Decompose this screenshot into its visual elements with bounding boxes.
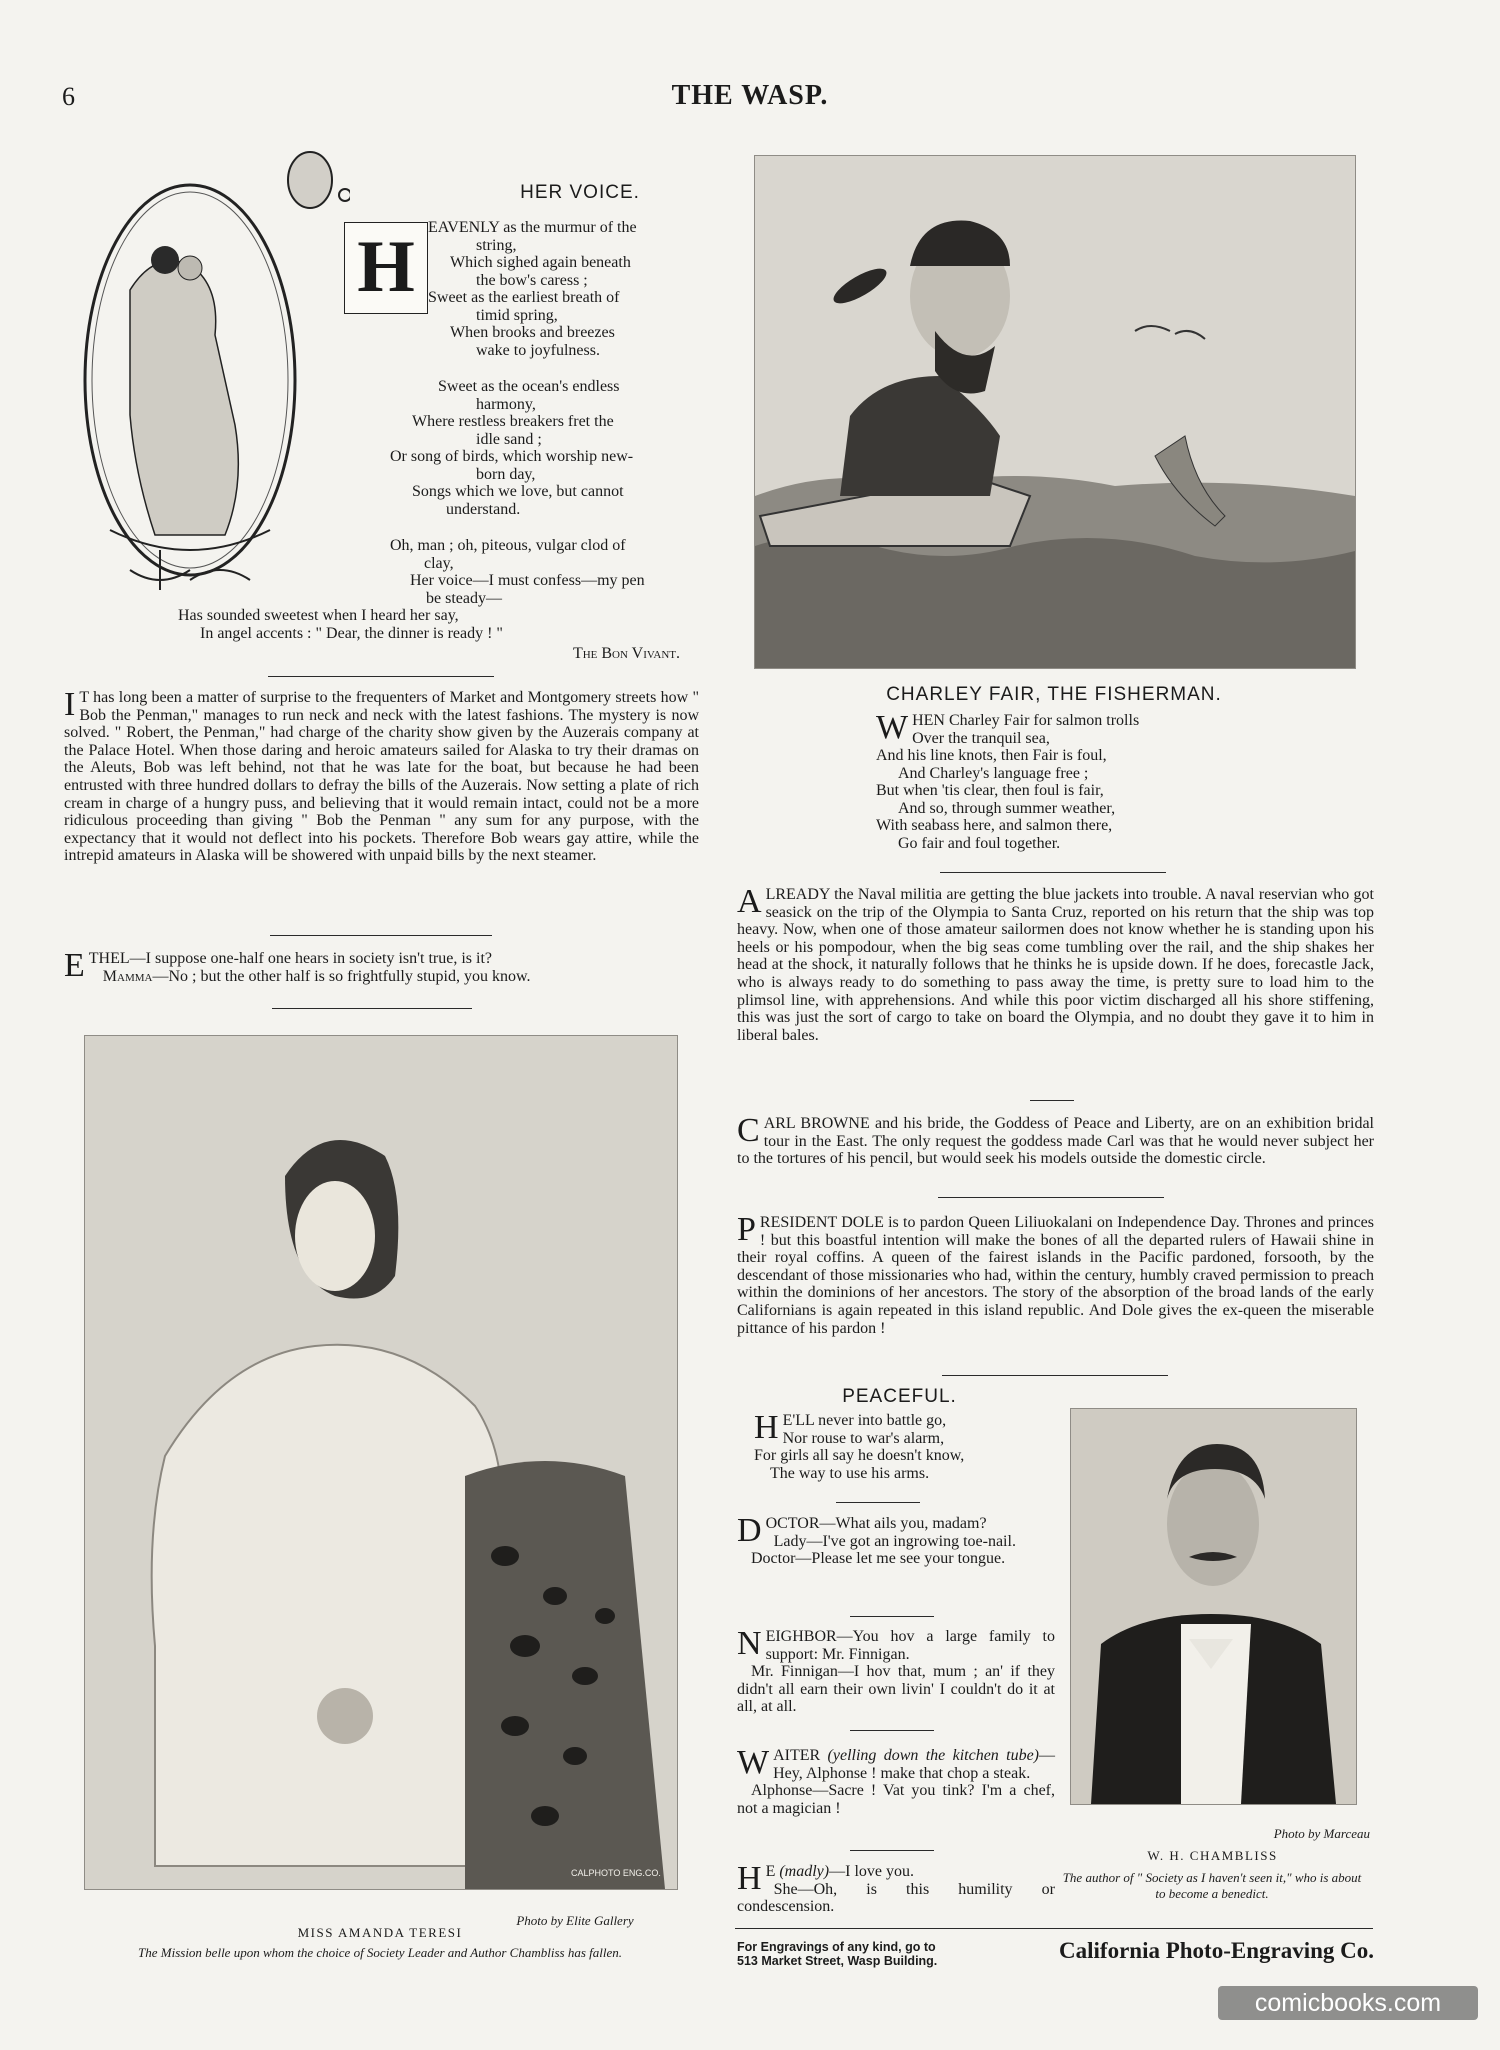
verse-line: And so, through summer weather,	[898, 799, 1116, 817]
verse-line: Where restless breakers fret the	[412, 413, 614, 430]
her-voice-drop-cap: H	[357, 226, 415, 308]
neighbor-line-1: EIGHBOR—You hov a large family to support: Mr. Finnigan.	[765, 1628, 1055, 1663]
waiter-line-2: Alphonse—Sacre ! Vat you tink? I'm a chef, not a magician !	[737, 1782, 1055, 1817]
verse-line: E'LL never into battle go,	[782, 1412, 947, 1429]
drop-cap: I	[64, 686, 76, 723]
doctor-line-1: OCTOR—What ails you, madam?	[765, 1515, 987, 1532]
ad-line-1: For Engravings of any kind, go to	[737, 1940, 936, 1954]
charley-title: CHARLEY FAIR, THE FISHERMAN.	[886, 684, 1222, 705]
waiter-joke	[737, 1744, 1055, 1817]
verse-line: But when 'tis clear, then foul is fair,	[876, 782, 1104, 799]
her-voice-signature: The Bon Vivant.	[572, 645, 680, 662]
ethel-line-1: THEL—I suppose one-half one hears in society isn't true, is it?	[88, 950, 493, 967]
verse-line: And Charley's language free ;	[898, 764, 1089, 782]
ad-line-2: 513 Market Street, Wasp Building.	[737, 1954, 938, 1968]
divider	[836, 1502, 920, 1503]
verse-line: With seabass here, and salmon there,	[876, 817, 1113, 834]
masthead: THE WASP.	[671, 80, 829, 111]
chambliss-photo-credit: Photo by Marceau	[1273, 1826, 1370, 1841]
teresi-photo-credit: Photo by Elite Gallery	[516, 1913, 634, 1928]
divider	[850, 1616, 934, 1617]
verse-line: Which sighed again beneath	[450, 254, 631, 271]
ethel-line-2: —No ; but the other half is so frightfully stupid, you know.	[152, 967, 531, 985]
verse-line: Over the tranquil sea,	[912, 729, 1050, 747]
ethel-joke	[64, 947, 699, 985]
chambliss-name: W. H. CHAMBLISS	[1147, 1848, 1278, 1863]
he-line-2: She—Oh, is this humility or condescension.	[737, 1880, 1055, 1916]
divider	[942, 1375, 1168, 1376]
teresi-photo	[84, 1035, 678, 1890]
charley-fair-cartoon	[754, 155, 1356, 669]
divider	[268, 676, 494, 677]
verse-line: born day,	[476, 465, 536, 483]
verse-line: Songs which we love, but cannot	[412, 483, 624, 500]
verse-line: Nor rouse to war's alarm,	[782, 1429, 945, 1447]
verse-line: When brooks and breezes	[450, 324, 615, 341]
ad-left-text	[737, 1940, 1027, 1968]
teresi-caption: The Mission belle upon whom the choice of Society Leader and Author Chambliss has fallen.	[138, 1945, 622, 1960]
watermark: comicbooks.com	[1218, 1986, 1478, 2020]
verse-line: Sweet as the ocean's endless	[438, 378, 620, 395]
charley-poem	[876, 709, 1246, 852]
divider	[850, 1730, 934, 1731]
her-voice-stanza-3	[178, 537, 700, 642]
drop-cap: A	[737, 883, 762, 920]
browne-text: ARL BROWNE and his bride, the Goddess of Peace and Liberty, are on an exhibition bridal tour in the East. The only request the goddess made Carl was that he would never subject her to the tortures of his pencil, but would seek his models outside the domestic circle.	[737, 1115, 1374, 1168]
verse-line: For girls all say he doesn't know,	[754, 1447, 965, 1464]
militia-paragraph	[737, 883, 1374, 1044]
dole-text: RESIDENT DOLE is to pardon Queen Liliuokalani on Independence Day. Thrones and princes ! but this boastful intention will make the bones of all the departed rulers of Hawaii shine in their royal coffins. A queen of the fairest islands in the Pacific pardoned, forsooth, by the descendant of those missionaries who had, within the century, humbly craved permission to preach within the dominions of her ancestors. The story of the absorption of the broad lands of the early Californians is again repeated in this island republic. And Dole gives the ex-queen the miserable pittance of his pardon !	[737, 1214, 1374, 1337]
verse-line: Has sounded sweetest when I heard her say,	[178, 607, 459, 624]
drop-cap: W	[876, 709, 909, 746]
neighbor-joke	[737, 1625, 1055, 1716]
waiter-line-1a: AITER	[773, 1747, 828, 1764]
her-voice-stanza-2	[390, 378, 700, 518]
verse-line: harmony,	[476, 395, 536, 413]
verse-line: Her voice—I must confess—my pen	[410, 572, 645, 589]
divider	[940, 872, 1166, 873]
verse-line: the bow's caress ;	[476, 271, 588, 289]
verse-line: Sweet as the earliest breath of	[428, 289, 620, 306]
he-line-1c: —I love you.	[829, 1863, 914, 1880]
drop-cap: E	[64, 947, 85, 984]
peaceful-title: PEACEFUL.	[842, 1386, 957, 1407]
verse-line: be steady—	[426, 589, 502, 607]
verse-line: The way to use his arms.	[770, 1464, 930, 1482]
verse-line: HEN Charley Fair for salmon trolls	[912, 712, 1140, 729]
verse-line: Or song of birds, which worship new-	[390, 448, 634, 465]
verse-line: string,	[476, 236, 517, 254]
drop-cap: H	[754, 1409, 779, 1446]
drop-cap: W	[737, 1744, 770, 1781]
verse-line: Go fair and foul together.	[898, 834, 1061, 852]
drop-cap: C	[737, 1112, 760, 1149]
verse-line: And his line knots, then Fair is foul,	[876, 747, 1107, 764]
teresi-name: MISS AMANDA TERESI	[297, 1925, 463, 1940]
verse-line: EAVENLY as the murmur of the	[428, 219, 637, 236]
engraver-mark: CALPHOTO ENG.CO.	[571, 1868, 661, 1878]
waiter-line-1b: (yelling down the kitchen tube)	[827, 1747, 1039, 1764]
penman-text: T has long been a matter of surprise to the frequenters of Market and Montgomery streets how " Bob the Penman," manages to run neck and neck with the latest fashions. The mystery is now solved. " Robert, the Penman," had charge of the charity show given by the Auzerais company at the Palace Hotel. When those daring and heroic amateurs sailed for Alaska to try their dramas on the Aleuts, Bob was left behind, not that he was late for the boat, but because he had been entrusted with three hundred dollars to defray the bills of the Auzerais. Now setting a plate of rich cream in charge of a hungry puss, and believing that it would remain intact, could not be a more ridiculous proceeding than giving " Bob the Penman " any sum for any purpose, with the expectancy that it would not deflect into his pockets. Therefore Bob wears gay attire, while the intrepid amateurs in Alaska will be showered with unpaid bills by the next steamer.	[64, 689, 699, 865]
neighbor-line-2: Mr. Finnigan—I hov that, mum ; an' if they didn't all earn their own livin' I couldn't do it at all, at all.	[737, 1663, 1055, 1716]
verse-line: Oh, man ; oh, piteous, vulgar clod of	[390, 537, 626, 554]
divider	[270, 935, 492, 936]
ethel-speaker: Mamma	[102, 967, 153, 985]
browne-paragraph	[737, 1112, 1374, 1168]
doctor-line-3: Doctor—Please let me see your tongue.	[751, 1550, 1006, 1568]
penman-paragraph	[64, 686, 699, 865]
drop-cap: H	[737, 1860, 762, 1897]
militia-text: LREADY the Naval militia are getting the blue jackets into trouble. A naval reservian who got seasick on the trip of the Olympia to Santa Cruz, reported on his return that the ship was top heavy. Now, when one of those amateur sailormen does not know whether he is standing upon his heels or his pompodour, when the big seas come tumbling over the rail, and the ship shakes her head at the shock, it naturally follows that he thinks he is upside down. If he does, forecastle Jack, who is always ready to do something to pass away the time, is pretty sure to load him to the plimsol line, with apprehensions. And while this poor victim discharged all his shore stiffening, this was just the sort of cargo to take on board the Olympia, and no doubt they gave it to him in liberal bales.	[737, 886, 1374, 1044]
drop-cap: P	[737, 1211, 756, 1248]
ad-rule	[735, 1928, 1373, 1929]
doctor-line-2: Lady—I've got an ingrowing toe-nail.	[773, 1532, 1016, 1550]
he-line-1a: E	[765, 1863, 780, 1880]
verse-line: idle sand ;	[476, 430, 542, 448]
doctor-joke	[737, 1512, 1055, 1568]
chambliss-caption: The author of " Society as I haven't seen it," who is about to become a benedict.	[1062, 1870, 1362, 1901]
drop-cap: N	[737, 1625, 762, 1662]
divider	[1030, 1100, 1074, 1101]
verse-line: timid spring,	[476, 306, 558, 324]
her-voice-title: HER VOICE.	[520, 182, 640, 203]
chambliss-photo	[1070, 1408, 1357, 1805]
dole-paragraph	[737, 1211, 1374, 1337]
waiter-line-1c: —Hey, Alphonse ! make that chop a steak.	[773, 1747, 1055, 1782]
peaceful-poem	[754, 1409, 1054, 1482]
page-number: 6	[62, 82, 75, 111]
ad-company-name: California Photo-Engraving Co.	[1059, 1938, 1374, 1963]
divider	[938, 1197, 1164, 1198]
divider	[272, 1008, 472, 1009]
verse-line: understand.	[446, 500, 521, 518]
he-she-joke	[737, 1860, 1055, 1916]
her-voice-stanza-1	[428, 219, 700, 359]
divider	[850, 1850, 934, 1851]
drop-cap: D	[737, 1512, 762, 1549]
drop-cap-h-box	[344, 222, 428, 314]
verse-line: clay,	[424, 554, 454, 572]
verse-line: wake to joyfulness.	[476, 341, 600, 359]
verse-line: In angel accents : " Dear, the dinner is ready ! "	[200, 624, 503, 642]
he-line-1b: (madly)	[779, 1863, 830, 1880]
